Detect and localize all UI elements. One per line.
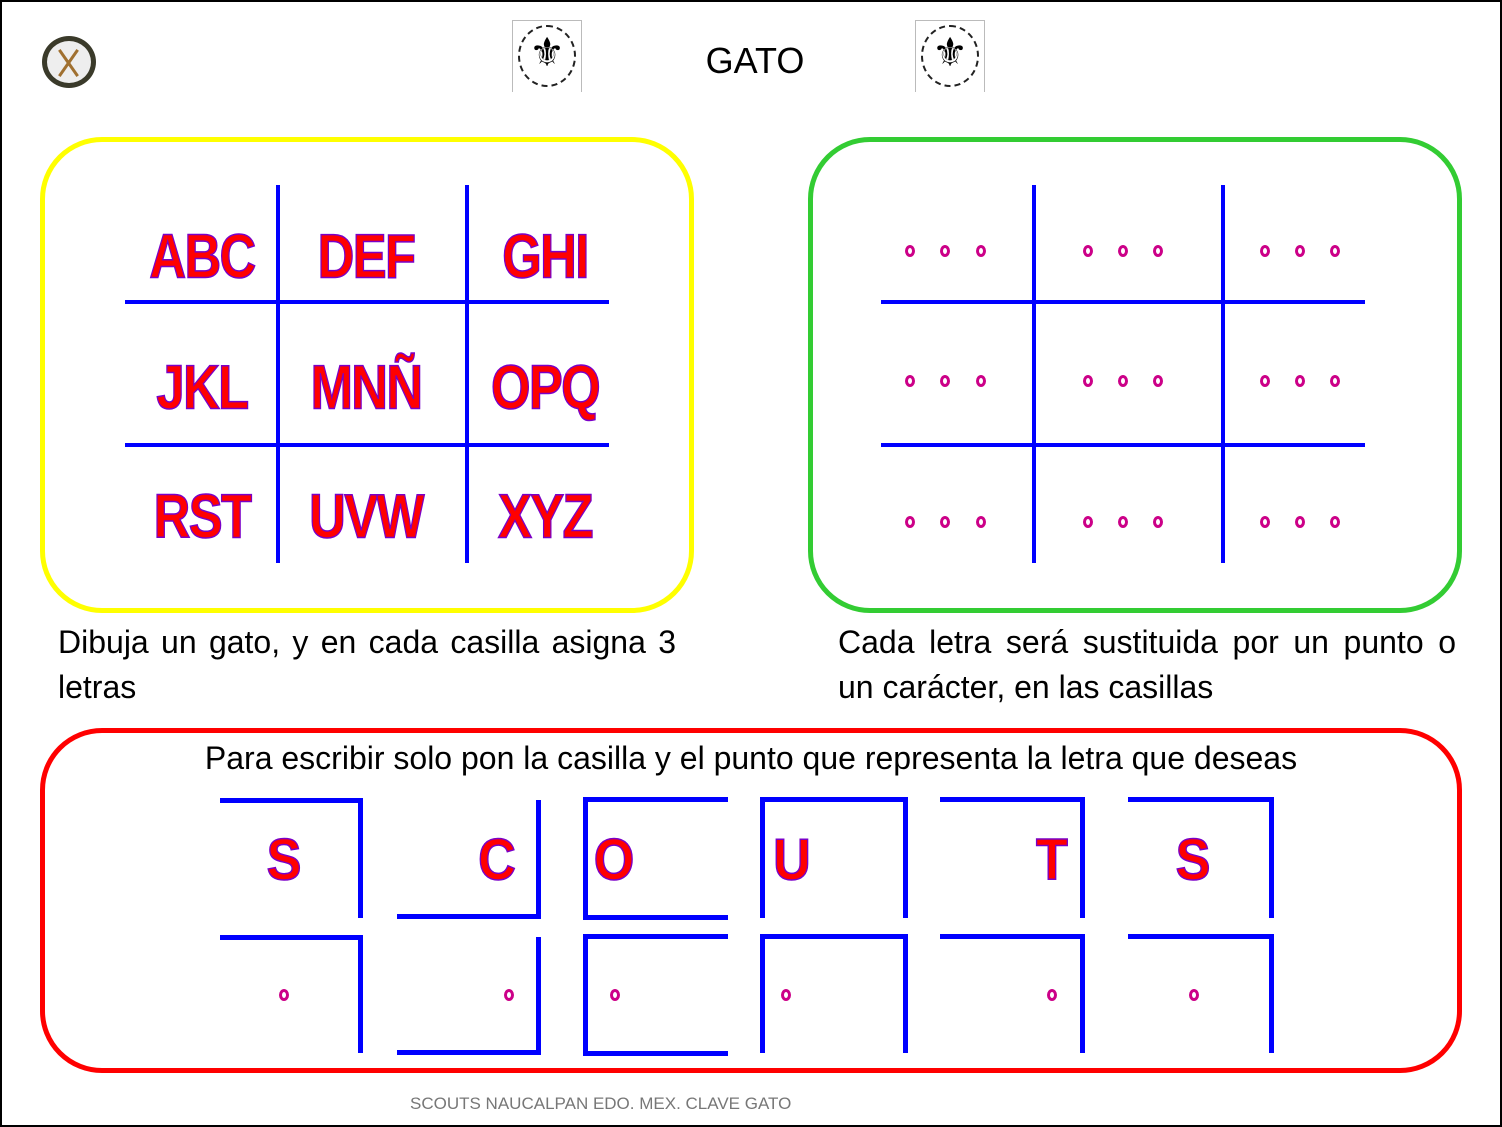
grid-letters: JKL	[156, 353, 248, 423]
cell-outline	[397, 800, 541, 919]
grid-line	[1221, 185, 1225, 563]
grid-dot	[905, 516, 915, 528]
cell-outline	[397, 937, 541, 1055]
grid-dot	[976, 245, 986, 257]
grid-dot	[1330, 516, 1340, 528]
grid-dot	[940, 375, 950, 387]
grid-dot	[1118, 245, 1128, 257]
grid-line	[276, 185, 280, 563]
example-dot	[279, 989, 289, 1001]
example-letter: C	[478, 827, 516, 893]
cell-outline	[583, 934, 728, 1056]
example-dot	[610, 989, 620, 1001]
grid-dot	[905, 245, 915, 257]
grid-letters: ABC	[149, 222, 255, 292]
grid-dot	[1083, 375, 1093, 387]
example-letter: U	[773, 827, 811, 893]
grid-dot	[1295, 516, 1305, 528]
grid-dot	[1118, 375, 1128, 387]
right-caption: Cada letra será sustituida por un punto o un carácter, en las casillas	[838, 624, 1456, 705]
grid-dot	[1153, 245, 1163, 257]
grid-dot	[905, 375, 915, 387]
grid-letters: DEF	[317, 222, 415, 292]
footer-text: SCOUTS NAUCALPAN EDO. MEX. CLAVE GATO	[410, 1094, 792, 1113]
grid-line	[881, 300, 1365, 304]
grid-dot	[1083, 516, 1093, 528]
grid-dot	[1118, 516, 1128, 528]
example-dot	[1189, 989, 1199, 1001]
example-letter: O	[593, 827, 635, 893]
signal-flags-badge-icon	[42, 36, 96, 88]
cell-outline	[940, 934, 1085, 1053]
example-dot	[1047, 989, 1057, 1001]
example-letter: S	[1175, 827, 1211, 893]
grid-dot	[976, 375, 986, 387]
dot-grid-panel	[808, 137, 1462, 613]
grid-dot	[940, 245, 950, 257]
grid-dot	[1295, 245, 1305, 257]
left-caption: Dibuja un gato, y en cada casilla asigna 3 letras	[58, 624, 676, 705]
scout-logo-left-icon: ⚜	[512, 20, 582, 92]
grid-line	[465, 185, 469, 563]
grid-dot	[1295, 375, 1305, 387]
grid-letters: UVW	[309, 482, 423, 552]
scout-logo-right-icon: ⚜	[915, 20, 985, 92]
example-dot	[781, 989, 791, 1001]
grid-line	[125, 443, 609, 447]
grid-letters: RST	[153, 482, 251, 552]
grid-letters: XYZ	[498, 482, 592, 552]
example-dot	[504, 989, 514, 1001]
cell-outline	[1128, 934, 1274, 1053]
grid-dot	[940, 516, 950, 528]
grid-dot	[1153, 516, 1163, 528]
instruction-text: Para escribir solo pon la casilla y el punto que representa la letra que deseas	[204, 740, 1298, 776]
grid-letters: OPQ	[490, 353, 600, 423]
grid-dot	[1260, 375, 1270, 387]
grid-letters: MNÑ	[310, 353, 422, 423]
page-title: GATO	[705, 40, 805, 81]
grid-dot	[1153, 375, 1163, 387]
grid-line	[125, 300, 609, 304]
example-letter: T	[1036, 827, 1068, 893]
grid-line	[1032, 185, 1036, 563]
cell-outline	[220, 935, 363, 1053]
grid-dot	[976, 516, 986, 528]
grid-line	[881, 443, 1365, 447]
grid-dot	[1330, 375, 1340, 387]
grid-dot	[1260, 245, 1270, 257]
grid-dot	[1083, 245, 1093, 257]
grid-dot	[1260, 516, 1270, 528]
grid-letters: GHI	[502, 222, 588, 292]
example-letter: S	[266, 827, 302, 893]
grid-dot	[1330, 245, 1340, 257]
